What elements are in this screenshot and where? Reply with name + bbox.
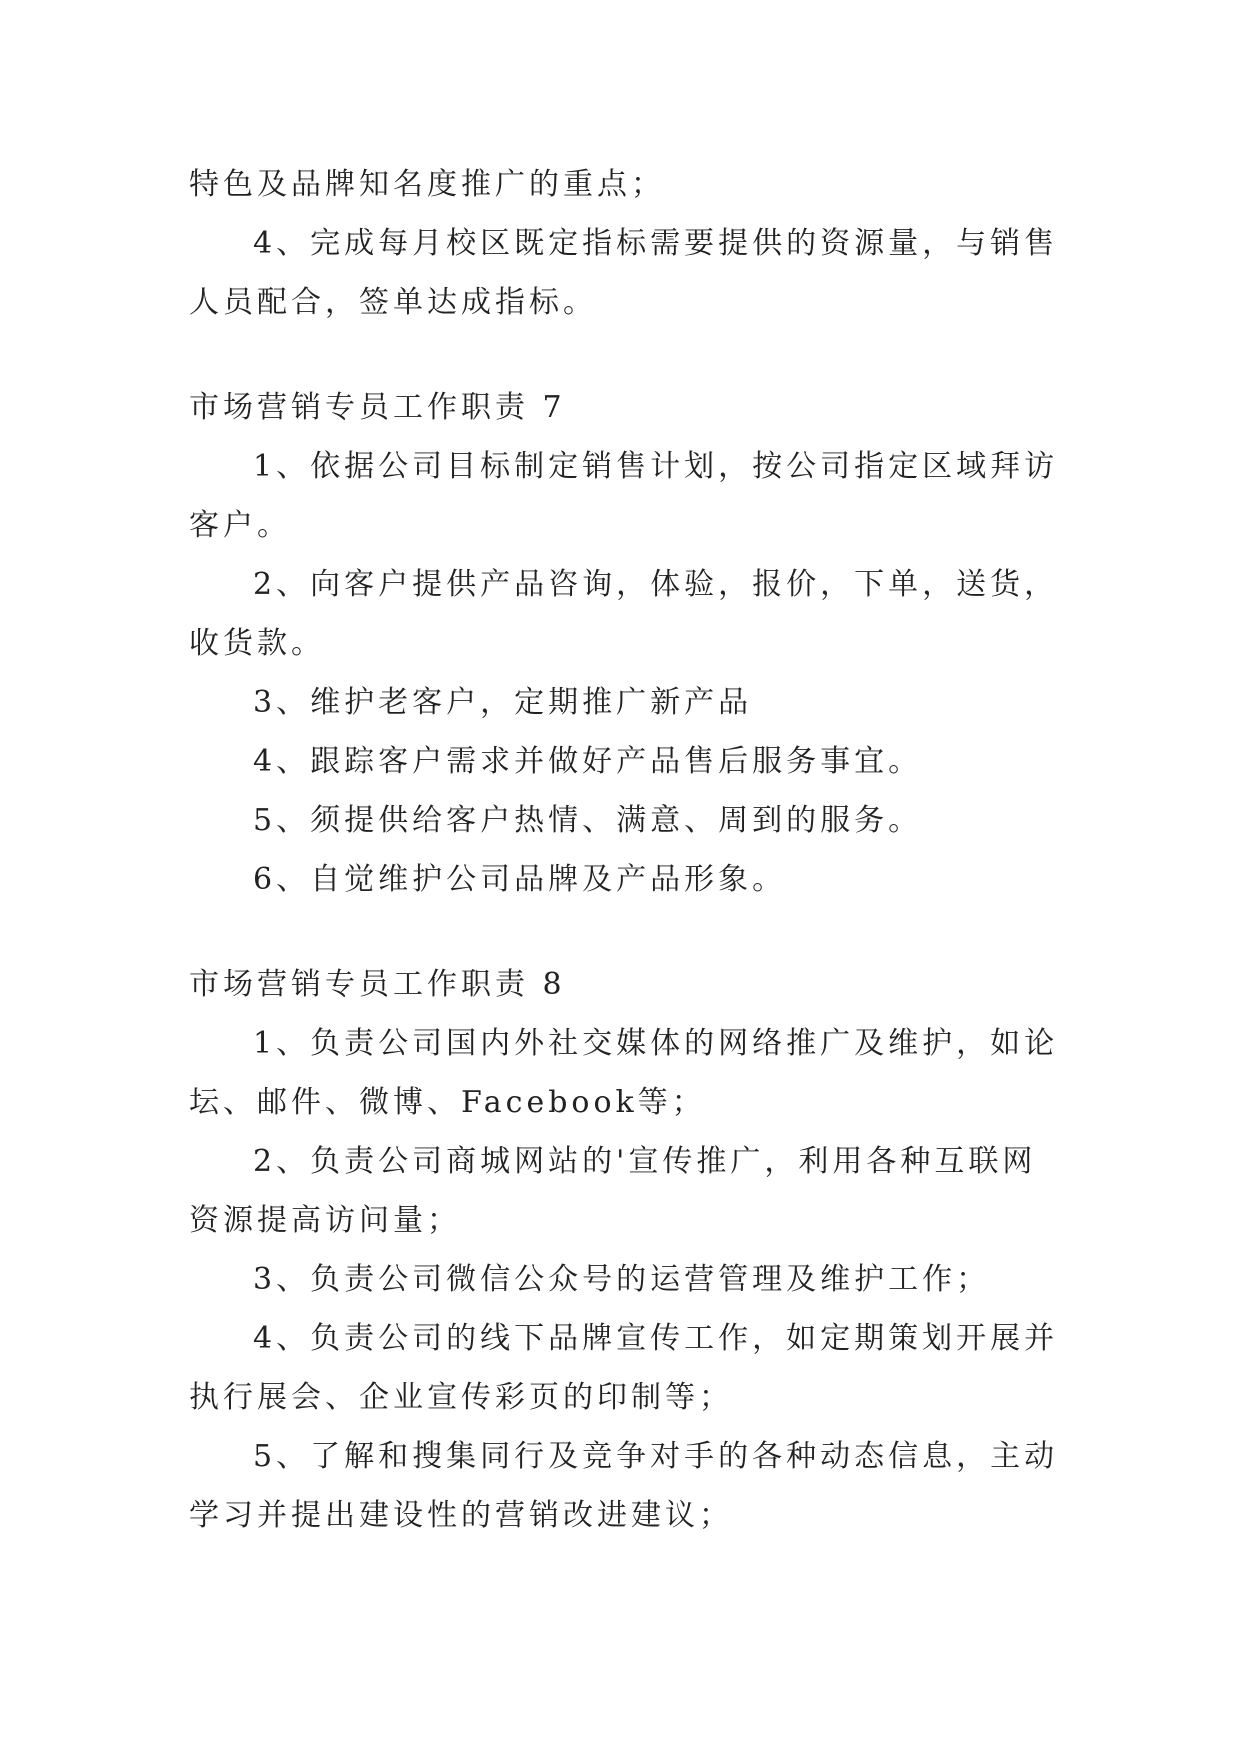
list-item: 1、依据公司目标制定销售计划，按公司指定区域拜访客户。 (189, 449, 1059, 543)
list-item: 1、负责公司国内外社交媒体的网络推广及维护，如论坛、邮件、微博、Facebook等； (189, 1026, 1059, 1120)
list-item: 6、自觉维护公司品牌及产品形象。 (253, 862, 787, 897)
list-item: 4、跟踪客户需求并做好产品售后服务事宜。 (253, 744, 923, 779)
list-item: 4、负责公司的线下品牌宣传工作，如定期策划开展并执行展会、企业宣传彩页的印制等； (189, 1321, 1059, 1415)
list-item: 3、维护老客户，定期推广新产品 (253, 685, 753, 720)
paragraph: 特色及品牌知名度推广的重点； (189, 167, 665, 202)
section-7 (189, 378, 1061, 909)
list-item: 5、了解和搜集同行及竞争对手的各种动态信息，主动学习并提出建设性的营销改进建议； (189, 1439, 1059, 1533)
section-8 (189, 955, 1061, 1545)
list-item: 2、负责公司商城网站的'宣传推广，利用各种互联网资源提高访问量； (189, 1144, 1037, 1238)
list-item: 2、向客户提供产品咨询，体验，报价，下单，送货，收货款。 (189, 567, 1059, 661)
section-heading: 市场营销专员工作职责 7 (189, 390, 566, 425)
list-item: 3、负责公司微信公众号的运营管理及维护工作； (253, 1262, 991, 1297)
list-item: 4、完成每月校区既定指标需要提供的资源量，与销售人员配合，签单达成指标。 (189, 226, 1059, 320)
section-heading: 市场营销专员工作职责 8 (189, 967, 566, 1002)
document-body (189, 155, 1061, 1545)
list-item: 5、须提供给客户热情、满意、周到的服务。 (253, 803, 923, 838)
section-6-tail (189, 155, 1061, 332)
